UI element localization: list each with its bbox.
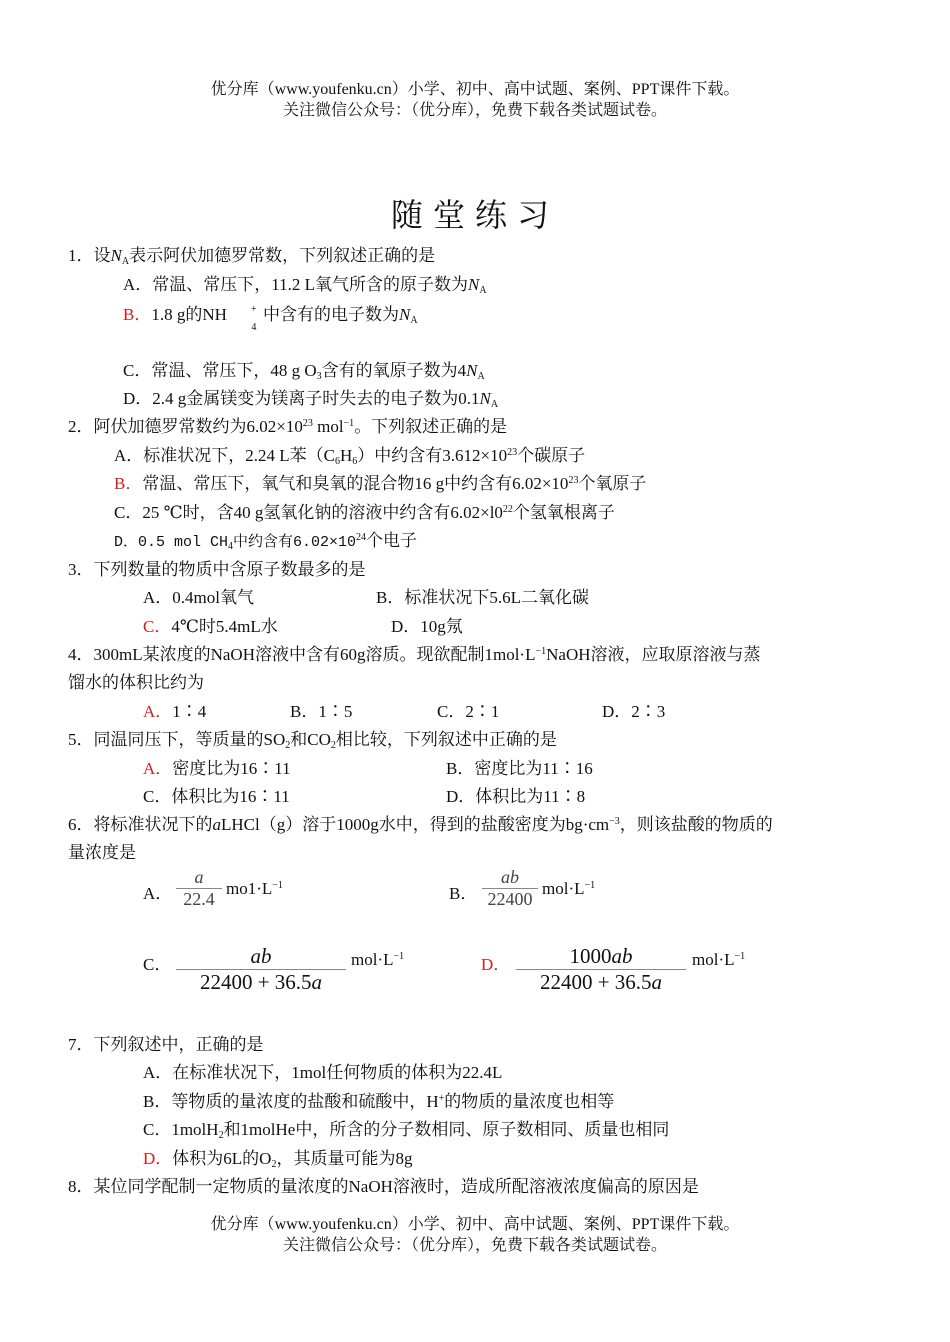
q3-option-c: C．4℃时5.4mL水 bbox=[143, 617, 278, 636]
q1-option-c: C．常温、常压下，48 g $O_3$含有的氧原子数为$4N_A$ bbox=[123, 361, 485, 382]
q3-option-a: A．0.4mol氧气 bbox=[143, 588, 254, 607]
q8-stem: 8．某位同学配制一定物质的量浓度的NaOH溶液时，造成所配溶液浓度偏高的原因是 bbox=[68, 1177, 699, 1196]
q2-stem: 2．阿伏加德罗常数约为$6.02\times 10^{23}$ mol$^{-1}$。下列叙述正确的是 bbox=[68, 417, 508, 436]
q3-stem: 3．下列数量的物质中含原子数最多的是 bbox=[68, 560, 366, 579]
q4-option-b: B．1∶5 bbox=[290, 702, 353, 721]
q4-option-c: C．2∶1 bbox=[437, 702, 500, 721]
q5-option-a: A．密度比为16∶11 bbox=[143, 759, 291, 778]
q4-stem: 4．300mL某浓度的NaOH溶液中含有60g溶质。现欲配制$1mol\cdot L^{-1}NaOH$溶液，应取原溶液与蒸 bbox=[68, 645, 761, 664]
q1-option-a: A．常温、常压下，11.2 L氧气所含的原子数为$N_A$ bbox=[123, 275, 487, 296]
q6-option-c-unit: $mol\cdot L^{-1}$ bbox=[351, 950, 405, 969]
q1-option-b-rest: 中含有的电子数为$N_A$ bbox=[263, 305, 418, 326]
header-line-1: 优分库（www.youfenku.cn）小学、初中、高中试题、案例、PPT课件下载。 bbox=[210, 81, 740, 98]
q5-stem: 5．同温同压下，等质量的$SO_2$和$CO_2$相比较，下列叙述中正确的是 bbox=[68, 730, 557, 751]
q7-stem: 7．下列叙述中，正确的是 bbox=[68, 1035, 264, 1054]
page-title: 随堂练习 bbox=[390, 197, 559, 233]
q1-answer-label: B． bbox=[123, 305, 152, 324]
q1-nh4-charge: + 4 bbox=[251, 304, 257, 333]
q2-option-a: A．标准状况下，2.24 L苯$(C_6H_6)$中约含有$3.612\times 10^{23}$个碳原子 bbox=[114, 446, 586, 467]
q5-option-d: D．体积比为11∶8 bbox=[446, 787, 586, 806]
q2-answer-label: B． bbox=[114, 474, 143, 493]
q7-answer-label: D． bbox=[143, 1149, 173, 1168]
q3-option-d: D．10g氖 bbox=[391, 617, 463, 636]
q7-option-b: B．等物质的量浓度的盐酸和硫酸中，H+的物质的量浓度也相等 bbox=[143, 1092, 615, 1111]
q5-answer-label: A． bbox=[143, 759, 173, 778]
q7-option-d: D．体积为6L的$O_2$，其质量可能为8g bbox=[143, 1149, 413, 1170]
q6-option-c-label: C． bbox=[143, 955, 172, 974]
q7-option-c: C．1molH$_2$和1molHe中，所含的分子数相同、原子数相同、质量也相同 bbox=[143, 1120, 670, 1141]
q6-option-a-fraction: a 22.4 bbox=[176, 867, 222, 910]
q6-option-b-label: B． bbox=[449, 884, 478, 903]
q6-option-c-fraction: ab 22400 + 36.5a bbox=[176, 944, 346, 995]
q6-option-d-fraction: 1000ab 22400 + 36.5a bbox=[516, 944, 686, 995]
footer-line-2: 关注微信公众号：（优分库），免费下载各类试题试卷。 bbox=[282, 1237, 667, 1254]
q6-stem-line2: 量浓度是 bbox=[68, 843, 136, 862]
header-line-2: 关注微信公众号：（优分库），免费下载各类试题试卷。 bbox=[282, 102, 667, 119]
q2-option-b: B．常温、常压下，氧气和臭氧的混合物16 g中约含有$6.02\times 10^{23}$个氧原子 bbox=[114, 474, 647, 493]
q6-option-a-label: A． bbox=[143, 884, 173, 903]
q1-option-d: D．2.4 g金属镁变为镁离子时失去的电子数为$0.1N_A$ bbox=[123, 389, 499, 410]
q4-stem-line2: 馏水的体积比约为 bbox=[68, 673, 204, 692]
q6-answer-label: D． bbox=[481, 955, 511, 974]
q6-stem: 6．将标准状况下的aLHCl（g）溶于1000g水中，得到的盐酸密度为$bg\cdot cm^{-3}$，则该盐酸的物质的 bbox=[68, 815, 773, 834]
q3-option-b: B．标准状况下5.6L二氧化碳 bbox=[376, 588, 589, 607]
q4-option-d: D．2∶3 bbox=[602, 702, 666, 721]
q2-option-d: D．0.5 mol $CH_4$中约含有$6.02\times 10^{24}$个电子 bbox=[114, 531, 418, 552]
q6-option-a-unit: $mo1\cdot L^{-1}$ bbox=[226, 879, 283, 898]
q5-option-c: C．体积比为16∶11 bbox=[143, 787, 290, 806]
footer-line-1: 优分库（www.youfenku.cn）小学、初中、高中试题、案例、PPT课件下载。 bbox=[210, 1216, 740, 1233]
q2-option-c: C．25 ℃时，含40 g氢氧化钠的溶液中约含有$6.02\times l0^{22}$个氢氧根离子 bbox=[114, 503, 615, 522]
q1-option-b: B．1.8 g的NH bbox=[123, 305, 227, 324]
q4-answer-label: A． bbox=[143, 702, 173, 721]
q6-option-b-unit: $mol\cdot L^{-1}$ bbox=[542, 879, 596, 898]
q6-option-b-fraction: ab 22400 bbox=[482, 867, 538, 910]
q1-stem: 1．设$N_A$表示阿伏加德罗常数，下列叙述正确的是 bbox=[68, 246, 436, 267]
q6-option-d-unit: $mol\cdot L^{-1}$ bbox=[692, 950, 746, 969]
q7-option-a: A．在标准状况下，1mol任何物质的体积为22.4L bbox=[143, 1063, 503, 1082]
q4-option-a: A．1∶4 bbox=[143, 702, 207, 721]
q5-option-b: B．密度比为11∶16 bbox=[446, 759, 593, 778]
q3-answer-label: C． bbox=[143, 617, 172, 636]
